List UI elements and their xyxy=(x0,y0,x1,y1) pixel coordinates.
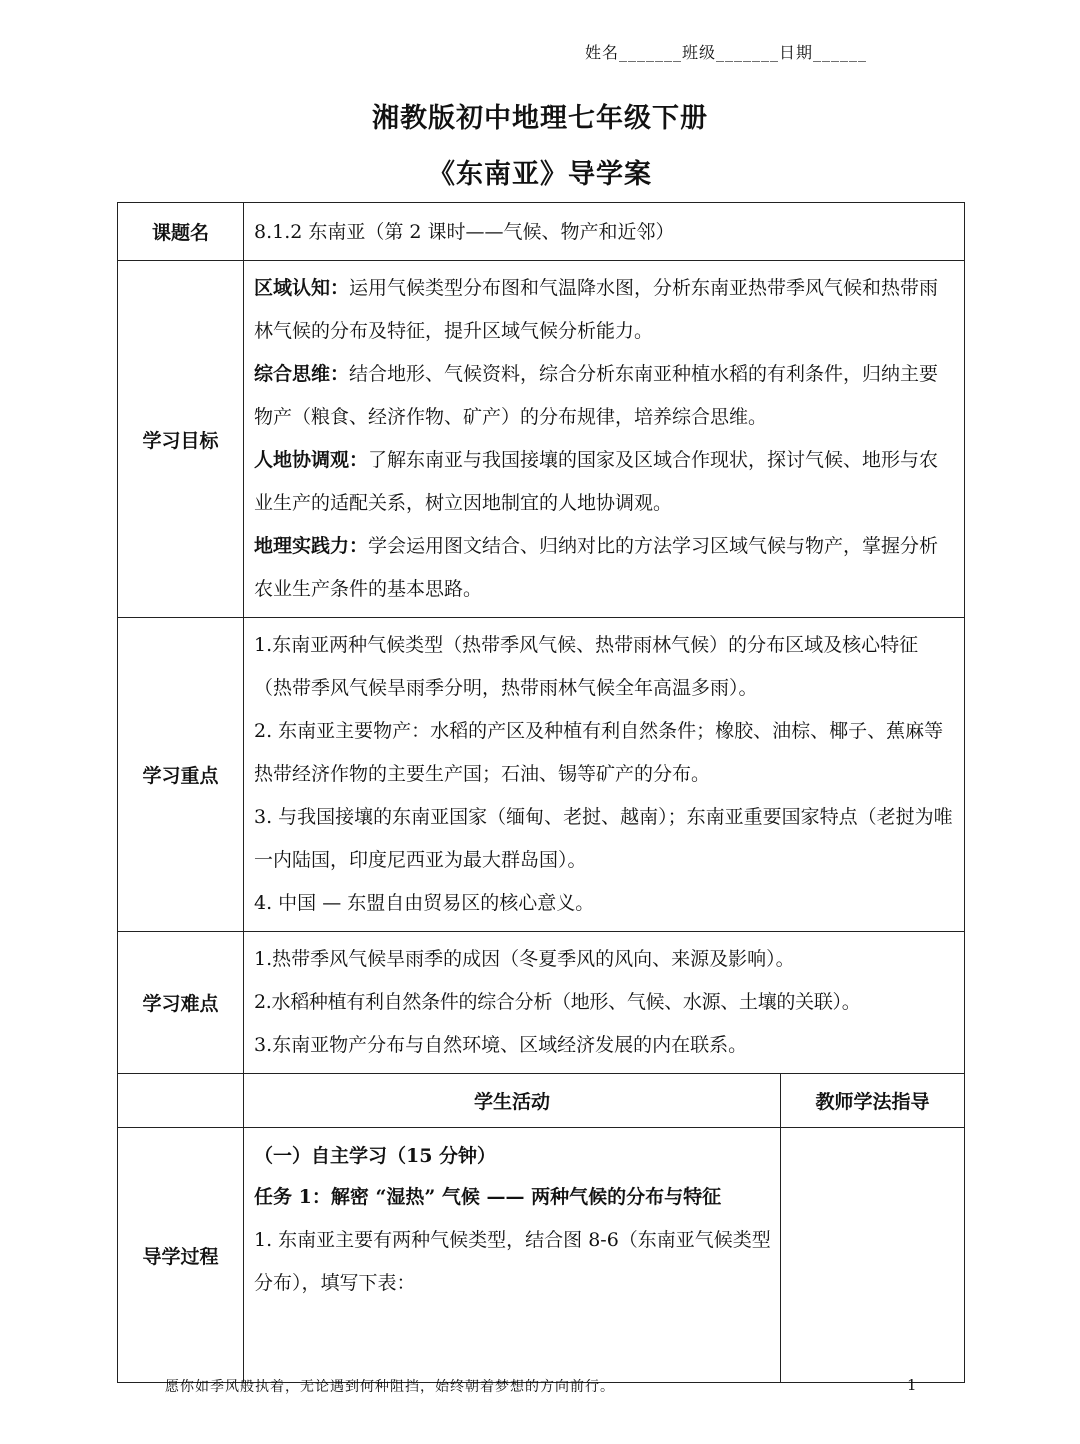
key-point-item: 4. 中国 — 东盟自由贸易区的核心意义。 xyxy=(254,892,595,914)
difficulties-content xyxy=(244,932,965,1074)
topic-value: 8.1.2 东南亚（第 2 课时——气候、物产和近邻） xyxy=(244,203,965,261)
process-label: 导学过程 xyxy=(118,1128,244,1383)
goal-head: 人地协调观： xyxy=(254,449,369,471)
goal-text: 结合地形、气候资料，综合分析东南亚种植水稻的有利条件，归纳主要物产（粮食、经济作物、矿产）的分布规律，培养综合思维。 xyxy=(254,363,939,428)
goal-item xyxy=(254,439,956,525)
row-goals xyxy=(118,261,965,618)
key-points-content xyxy=(244,618,965,932)
blank-header-cell xyxy=(118,1074,244,1128)
goals-label: 学习目标 xyxy=(118,261,244,618)
document-title: 湘教版初中地理七年级下册 xyxy=(372,103,708,134)
section-heading: （一）自主学习（15 分钟） xyxy=(254,1145,497,1167)
goal-text: 了解东南亚与我国接壤的国家及区域合作现状，探讨气候、地形与农业生产的适配关系，树立因地制宜的人地协调观。 xyxy=(254,449,939,514)
goal-item xyxy=(254,353,956,439)
task-heading: 任务 1：解密 “湿热” 气候 —— 两种气候的分布与特征 xyxy=(254,1186,722,1208)
goal-item xyxy=(254,525,956,611)
student-info-fields: 姓名_______班级_______日期______ xyxy=(585,43,868,62)
difficulties-label: 学习难点 xyxy=(118,932,244,1074)
task-question: 1. 东南亚主要有两种气候类型，结合图 8-6（东南亚气候类型分布），填写下表： xyxy=(254,1229,771,1294)
document-subtitle: 《东南亚》导学案 xyxy=(428,159,652,190)
goal-head: 综合思维： xyxy=(254,363,350,385)
key-points-label: 学习重点 xyxy=(118,618,244,932)
page-number: 1 xyxy=(907,1376,917,1394)
row-difficulties xyxy=(118,932,965,1074)
topic-label: 课题名 xyxy=(118,203,244,261)
key-point-item: 2. 东南亚主要物产：水稻的产区及种植有利自然条件；橡胶、油棕、椰子、蕉麻等热带经济作物的主要生产国；石油、锡等矿产的分布。 xyxy=(254,720,944,785)
key-point-item: 3. 与我国接壤的东南亚国家（缅甸、老挝、越南）；东南亚重要国家特点（老挝为唯一内陆国，印度尼西亚为最大群岛国）。 xyxy=(254,806,953,871)
key-point-item: 1.东南亚两种气候类型（热带季风气候、热带雨林气候）的分布区域及核心特征（热带季风气候旱雨季分明，热带雨林气候全年高温多雨）。 xyxy=(254,634,919,699)
footer-motto: 愿你如季风般执着，无论遇到何种阻挡，始终朝着梦想的方向前行。 xyxy=(165,1379,615,1395)
row-process xyxy=(118,1128,965,1383)
goal-head: 地理实践力： xyxy=(254,535,369,557)
goal-item xyxy=(254,267,956,353)
row-topic xyxy=(118,203,965,261)
difficulty-item: 1.热带季风气候旱雨季的成因（冬夏季风的风向、来源及影响）。 xyxy=(254,948,795,970)
difficulty-item: 3.东南亚物产分布与自然环境、区域经济发展的内在联系。 xyxy=(254,1034,748,1056)
row-column-headers xyxy=(118,1074,965,1128)
row-key-points xyxy=(118,618,965,932)
study-plan-table xyxy=(117,202,965,1383)
difficulty-item: 2.水稻种植有利自然条件的综合分析（地形、气候、水源、土壤的关联）。 xyxy=(254,991,861,1013)
goal-text: 运用气候类型分布图和气温降水图，分析东南亚热带季风气候和热带雨林气候的分布及特征，提升区域气候分析能力。 xyxy=(254,277,939,342)
teacher-guidance-content xyxy=(781,1128,965,1383)
student-activity-header: 学生活动 xyxy=(244,1074,781,1128)
teacher-guidance-header: 教师学法指导 xyxy=(781,1074,965,1128)
goals-content xyxy=(244,261,965,618)
goal-head: 区域认知： xyxy=(254,277,350,299)
goal-text: 学会运用图文结合、归纳对比的方法学习区域气候与物产，掌握分析农业生产条件的基本思路。 xyxy=(254,535,939,600)
student-activity-content xyxy=(244,1128,781,1383)
